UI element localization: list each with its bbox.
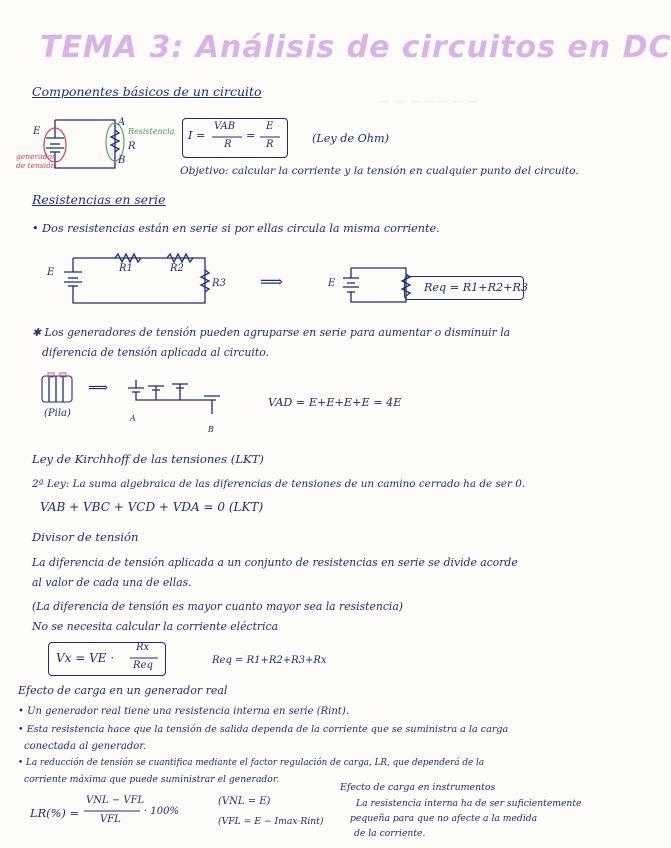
load-bullet1: • Un generador real tiene una resistencia interna en serie (Rint).	[18, 706, 349, 717]
series-batteries-diagram	[122, 374, 232, 424]
divider-line3: (La diferencia de tensión es mayor cuanto mayor sea la resistencia)	[32, 600, 403, 613]
side-note1: Efecto de carga en instrumentos	[340, 782, 496, 793]
divider-formula-den: Req	[133, 660, 153, 671]
lr-fraction-bar	[84, 810, 140, 812]
load-bullet2-line1: • Esta resistencia hace que la tensión de salida dependa de la corriente que se suministra a la carga	[18, 724, 509, 735]
pila-arrow: ⟹	[88, 380, 109, 396]
lr-num: VNL − VFL	[86, 795, 145, 806]
battery-pile-icon	[40, 372, 80, 406]
objective-text: Objetivo: calcular la corriente y la tensión en cualquier punto del circuito.	[180, 165, 579, 177]
label-e: E	[33, 126, 41, 137]
components-heading: Componentes básicos de un circuito	[32, 84, 262, 99]
kvl-law: 2ª Ley: La suma algebraica de las diferencias de tensiones de un camino cerrado ha de ser 0.	[32, 478, 526, 490]
load-bullet3-line1: • La reducción de tensión se cuantifica mediante el factor regulación de carga, LR, que dependerá de la	[18, 758, 485, 768]
lr-lhs: LR(%) =	[30, 806, 80, 820]
ohm-den2: R	[266, 139, 274, 150]
vfl-def: (VFL = E − Imax·Rint)	[218, 816, 324, 827]
load-heading: Efecto de carga en un generador real	[18, 684, 228, 697]
ohm-eq: =	[246, 129, 256, 142]
divider-formula-lhs: Vx = VE ·	[56, 651, 115, 665]
kvl-heading: Ley de Kirchhoff de las tensiones (LKT)	[32, 452, 264, 466]
ohm-fraction-bar-2	[260, 136, 280, 138]
side-note4: de la corriente.	[354, 828, 426, 839]
series-arrow: ⟹	[260, 272, 283, 291]
load-bullet2-line2: conectada al generador.	[24, 741, 147, 752]
label-a: A	[118, 117, 126, 128]
ohm-lhs: I =	[188, 129, 206, 142]
series-heading: Resistencias en serie	[32, 192, 166, 207]
divider-heading: Divisor de tensión	[32, 530, 139, 544]
vad-equation: VAD = E+E+E+E = 4E	[268, 396, 402, 409]
ohm-num2: E	[266, 121, 274, 132]
series-label-r2: R2	[170, 263, 184, 274]
divider-line4: No se necesita calcular la corriente eléctrica	[32, 620, 279, 633]
label-r: R	[128, 141, 136, 152]
divider-fraction-bar	[130, 657, 158, 659]
series-circuit-diagram	[55, 248, 220, 310]
pila-label: (Pila)	[44, 408, 71, 419]
label-generator: generador de tensión	[16, 152, 56, 170]
batteries-label-a: A	[130, 414, 136, 423]
lr-rhs: · 100%	[144, 806, 179, 817]
side-note2: La resistencia interna ha de ser suficientemente	[356, 798, 582, 809]
kvl-equation: VAB + VBC + VCD + VDA = 0 (LKT)	[40, 500, 264, 514]
ohm-law-label: (Ley de Ohm)	[312, 132, 389, 145]
bleed-through: — — — — — — —	[380, 95, 478, 108]
series-label-r1: R1	[119, 263, 133, 274]
series-label-r3: R3	[212, 278, 226, 289]
label-resistor: Resistencia	[128, 127, 175, 136]
label-b: B	[118, 155, 126, 166]
vnl-def: (VNL = E)	[218, 796, 271, 807]
lr-den: VFL	[100, 814, 121, 825]
gen-note-line2: diferencia de tensión aplicada al circuito.	[42, 346, 269, 359]
divider-req-note: Req = R1+R2+R3+Rx	[212, 655, 327, 666]
gen-note-line1: ✱ Los generadores de tensión pueden agruparse en serie para aumentar o disminuir la	[32, 326, 511, 339]
divider-line2: al valor de cada una de ellas.	[32, 576, 192, 589]
side-note3: pequeña para que no afecte a la medida	[350, 813, 538, 824]
req-formula: Req = R1+R2+R3	[424, 281, 529, 294]
batteries-label-b: B	[208, 425, 214, 434]
ohm-den1: R	[224, 139, 232, 150]
divider-line1: La diferencia de tensión aplicada a un conjunto de resistencias en serie se divide acorde	[32, 556, 518, 569]
series-bullet: • Dos resistencias están en serie si por ellas circula la misma corriente.	[32, 222, 440, 235]
ohm-num1: VAB	[214, 121, 236, 132]
ohm-fraction-bar-1	[212, 136, 242, 138]
equiv-label-e: E	[328, 278, 336, 289]
divider-formula-num: Rx	[136, 642, 150, 653]
page-title: TEMA 3: Análisis de circuitos en DC	[40, 30, 671, 65]
load-bullet3-line2: corriente máxima que puede suministrar el generador.	[24, 774, 280, 785]
series-label-e: E	[47, 267, 55, 278]
